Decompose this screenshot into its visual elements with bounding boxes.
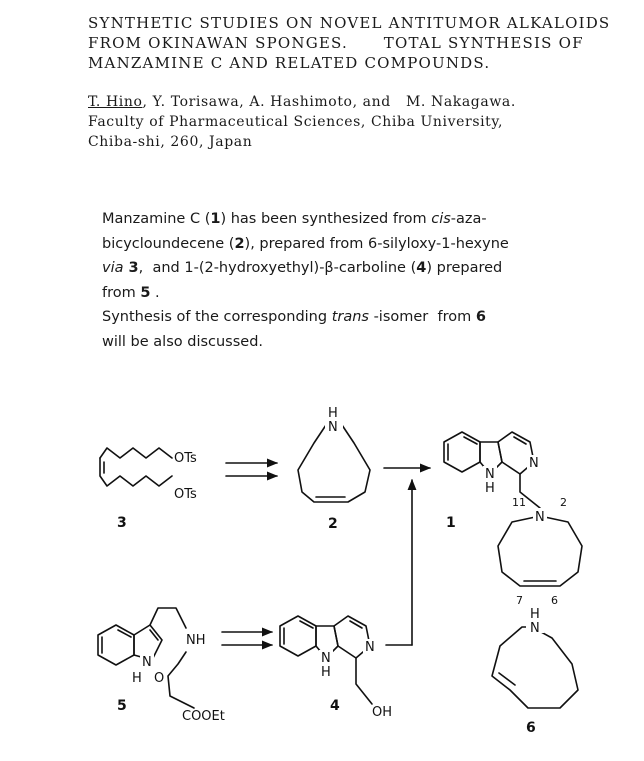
italic-text: via — [102, 260, 124, 276]
compound-3-label: 3 — [117, 515, 127, 531]
author-block — [88, 92, 628, 152]
compound-ref: 6 — [475, 309, 486, 325]
title-line-2: FROM OKINAWAN SPONGES. TOTAL SYNTHESIS OF — [88, 34, 584, 52]
abstract-line-4 — [102, 281, 622, 306]
text: -isomer from — [368, 309, 476, 325]
title-line-1: SYNTHETIC STUDIES ON NOVEL ANTITUMOR ALKALOIDS — [88, 14, 611, 32]
text: . — [150, 284, 160, 301]
compound-4-label: 4 — [330, 698, 340, 714]
position-11-label: 11 — [512, 496, 526, 509]
oxygen-label: O — [154, 671, 165, 686]
compound-6-label: 6 — [526, 720, 536, 736]
aromatic-bond — [300, 621, 313, 628]
affiliation: Faculty of Pharmaceutical Sciences, Chiba University, — [88, 114, 504, 130]
abstract-line-1 — [102, 207, 622, 232]
position-6-label: 6 — [551, 594, 558, 607]
benzene-ring — [98, 625, 134, 665]
co-authors: , Y. Torisawa, A. Hashimoto, and M. Nakagawa. — [142, 94, 516, 110]
text: , and 1-(2-hydroxyethyl)-β-carboline ( — [138, 260, 417, 276]
address: Chiba-shi, 260, Japan — [88, 134, 253, 150]
text: ), prepared from 6-silyloxy-1-hexyne — [244, 235, 509, 252]
indole-n-label: N — [142, 655, 152, 670]
indole-n-label: N — [321, 651, 331, 666]
aromatic-bond — [150, 630, 158, 640]
ester-label: COOEt — [182, 709, 225, 724]
title-line-3: MANZAMINE C AND RELATED COMPOUNDS. — [88, 54, 491, 72]
abstract — [102, 207, 622, 354]
compound-2-structure — [298, 406, 370, 532]
compound-ref: 3 — [123, 260, 139, 276]
compound-6-structure — [492, 607, 578, 736]
author-line — [88, 92, 628, 112]
abstract-line-3 — [102, 256, 622, 281]
nh-label-h: H — [328, 406, 338, 421]
compound-5-label: 5 — [117, 698, 127, 714]
indole-n-label: N — [485, 467, 495, 482]
presenting-author: T. Hino — [88, 94, 143, 110]
compound-5-structure — [98, 608, 225, 724]
upper-chain-bond — [100, 448, 172, 458]
amine-n-label: N — [535, 510, 545, 525]
compound-ref: 1 — [210, 211, 221, 227]
pyridine-n-label: N — [529, 456, 539, 471]
text: bicycloundecene ( — [102, 235, 235, 252]
hydroxyl-label: OH — [372, 705, 393, 720]
compound-1-label: 1 — [446, 515, 456, 531]
text: from — [102, 284, 141, 301]
italic-text: cis — [431, 211, 451, 227]
benzene-ring — [444, 432, 480, 472]
nh-label: NH — [186, 633, 206, 648]
abstract-line-5 — [102, 305, 622, 330]
lower-chain-bond — [100, 458, 172, 486]
azacycle-ring — [492, 627, 578, 708]
compound-4-structure — [280, 616, 392, 720]
compound-3-structure — [100, 448, 197, 531]
ethyl-chain — [150, 608, 186, 628]
text: ) prepared — [426, 260, 503, 276]
italic-text: trans — [331, 309, 369, 325]
text: Synthesis of the corresponding — [102, 309, 332, 325]
indole-h-label: H — [321, 665, 331, 680]
benzene-ring — [280, 616, 316, 656]
azacycle-ring — [298, 425, 370, 502]
pyridine-n-label: N — [365, 640, 375, 655]
compound-ref: 2 — [234, 235, 245, 252]
abstract-line-2 — [102, 232, 622, 257]
nh-label-h: H — [530, 607, 540, 622]
hydroxyethyl-chain — [356, 658, 372, 704]
paper-title — [88, 13, 628, 73]
compound-2-label: 2 — [328, 516, 338, 532]
text: Manzamine C ( — [102, 211, 211, 227]
amide-chain — [168, 652, 194, 708]
ots-upper-label: OTs — [174, 451, 197, 466]
abstract-line-6: will be also discussed. — [102, 333, 264, 350]
indole-h-label: H — [132, 671, 142, 686]
aromatic-bond — [118, 630, 131, 637]
compound-ref: 5 — [140, 284, 151, 301]
nh-label-n: N — [530, 621, 540, 636]
macrocycle-ring — [498, 516, 582, 586]
indole-h-label: H — [485, 481, 495, 496]
ots-lower-label: OTs — [174, 487, 197, 502]
compound-ref: 4 — [416, 260, 427, 276]
text: ) has been synthesized from — [220, 211, 432, 227]
position-7-label: 7 — [516, 594, 523, 607]
nh-label-n: N — [328, 420, 338, 435]
position-2-label: 2 — [560, 496, 567, 509]
aromatic-bond — [464, 437, 477, 444]
compound-1-structure — [444, 432, 582, 607]
synthesis-scheme — [0, 395, 644, 761]
text: -aza- — [450, 211, 487, 227]
